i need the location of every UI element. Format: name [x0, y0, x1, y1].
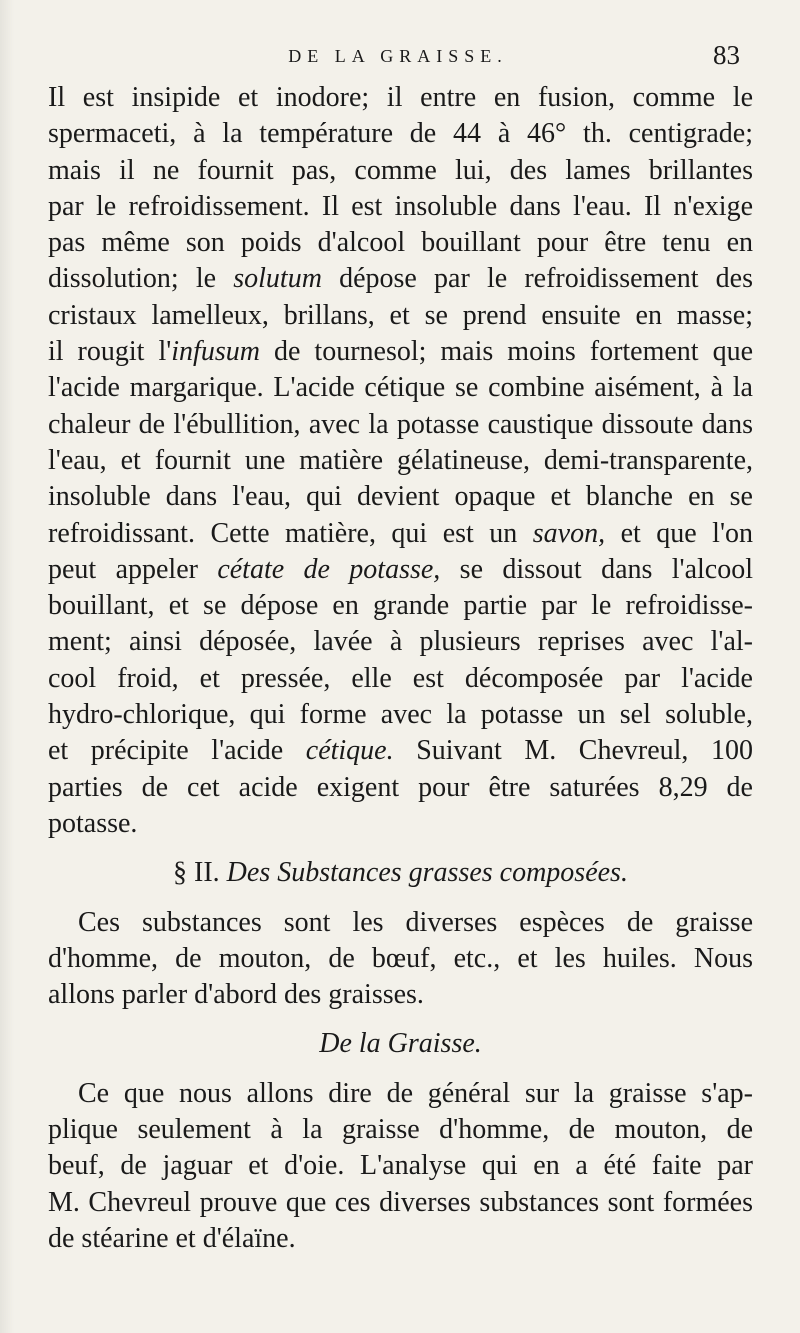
text-line: bouillant, et se dépose en grande partie par le refroidisse- — [48, 590, 753, 622]
text-line: par le refroidissement. Il est insoluble dans l'eau. Il n'exige — [48, 190, 753, 222]
section-heading — [48, 855, 753, 891]
text-segment: Suivant M. Chevreul, 100 — [416, 735, 753, 767]
text-line: ment; ainsi déposée, lavée à plusieurs reprises avec l'al- — [48, 626, 753, 658]
text-line: mais il ne fournit pas, comme lui, des lames brillantes — [48, 154, 753, 186]
text-segment: et précipite l'acide — [48, 735, 284, 767]
italic-term: savon, — [532, 517, 606, 549]
italic-term: infusum — [171, 336, 260, 368]
text-line: cristaux lamelleux, brillans, et se prend ensuite en masse; — [48, 299, 753, 331]
italic-term: cétique. — [305, 735, 394, 767]
text-segment: refroidissant. Cette matière, qui est un — [48, 517, 518, 549]
text-line: pas même son poids d'alcool bouillant pour être tenu en — [48, 227, 753, 259]
text-line: l'eau, et fournit une matière gélatineuse, demi-transparente, — [48, 444, 753, 476]
text-line: chaleur de l'ébullition, avec la potasse caustique dissoute dans — [48, 408, 753, 440]
text-line: insoluble dans l'eau, qui devient opaque et blanche en se — [48, 481, 753, 513]
text-line: allons parler d'abord des graisses. — [48, 979, 424, 1011]
text-line: potasse. — [48, 807, 138, 839]
text-line: Il est insipide et inodore; il entre en fusion, comme le — [48, 82, 753, 113]
page-number: 83 — [713, 40, 740, 70]
section-title: Des Substances grasses composées. — [226, 857, 628, 889]
text-segment: il rougit l' — [48, 336, 172, 368]
text-segment: dissolution; le — [48, 263, 217, 295]
text-line — [48, 334, 753, 370]
text-line: spermaceti, à la température de 44 à 46° th. centigrade; — [48, 118, 753, 150]
text-line: d'homme, de mouton, de bœuf, etc., et les huiles. Nous — [48, 942, 753, 974]
text-segment: dépose par le refroidissement des — [339, 263, 753, 295]
text-line: parties de cet acide exigent pour être saturées 8,29 de — [48, 771, 753, 803]
running-head: DE LA GRAISSE. — [288, 46, 508, 66]
text-line — [48, 552, 753, 588]
text-line — [48, 261, 753, 297]
text-segment: de tournesol; mais moins fortement que — [273, 336, 754, 368]
text-line: Ces substances sont les diverses espèces de graisse — [78, 906, 753, 938]
text-line: Ce que nous allons dire de général sur la graisse s'ap- — [78, 1077, 753, 1109]
text-line — [48, 733, 753, 769]
body-text — [48, 80, 753, 1257]
text-line: l'acide margarique. L'acide cétique se combine aisément, à la — [48, 372, 753, 404]
italic-term: cétate de potasse, — [217, 553, 441, 585]
text-line — [48, 516, 753, 552]
text-segment: peut appeler — [48, 553, 198, 585]
page-header — [48, 40, 748, 76]
text-segment: et que l'on — [620, 517, 753, 549]
text-line: plique seulement à la graisse d'homme, de mouton, de — [48, 1114, 753, 1146]
subsection-heading: De la Graisse. — [319, 1028, 482, 1060]
text-line: cool froid, et pressée, elle est décomposée par l'acide — [48, 662, 753, 694]
text-line: beuf, de jaguar et d'oie. L'analyse qui en a été faite par — [48, 1150, 753, 1182]
text-segment: se dissout dans l'alcool — [459, 553, 753, 585]
text-line: de stéarine et d'élaïne. — [48, 1222, 296, 1254]
text-line: M. Chevreul prouve que ces diverses substances sont formées — [48, 1186, 753, 1218]
section-number: § II. — [173, 857, 220, 889]
text-line: hydro-chlorique, qui forme avec la potasse un sel soluble, — [48, 699, 753, 731]
italic-term: solutum — [233, 263, 322, 295]
